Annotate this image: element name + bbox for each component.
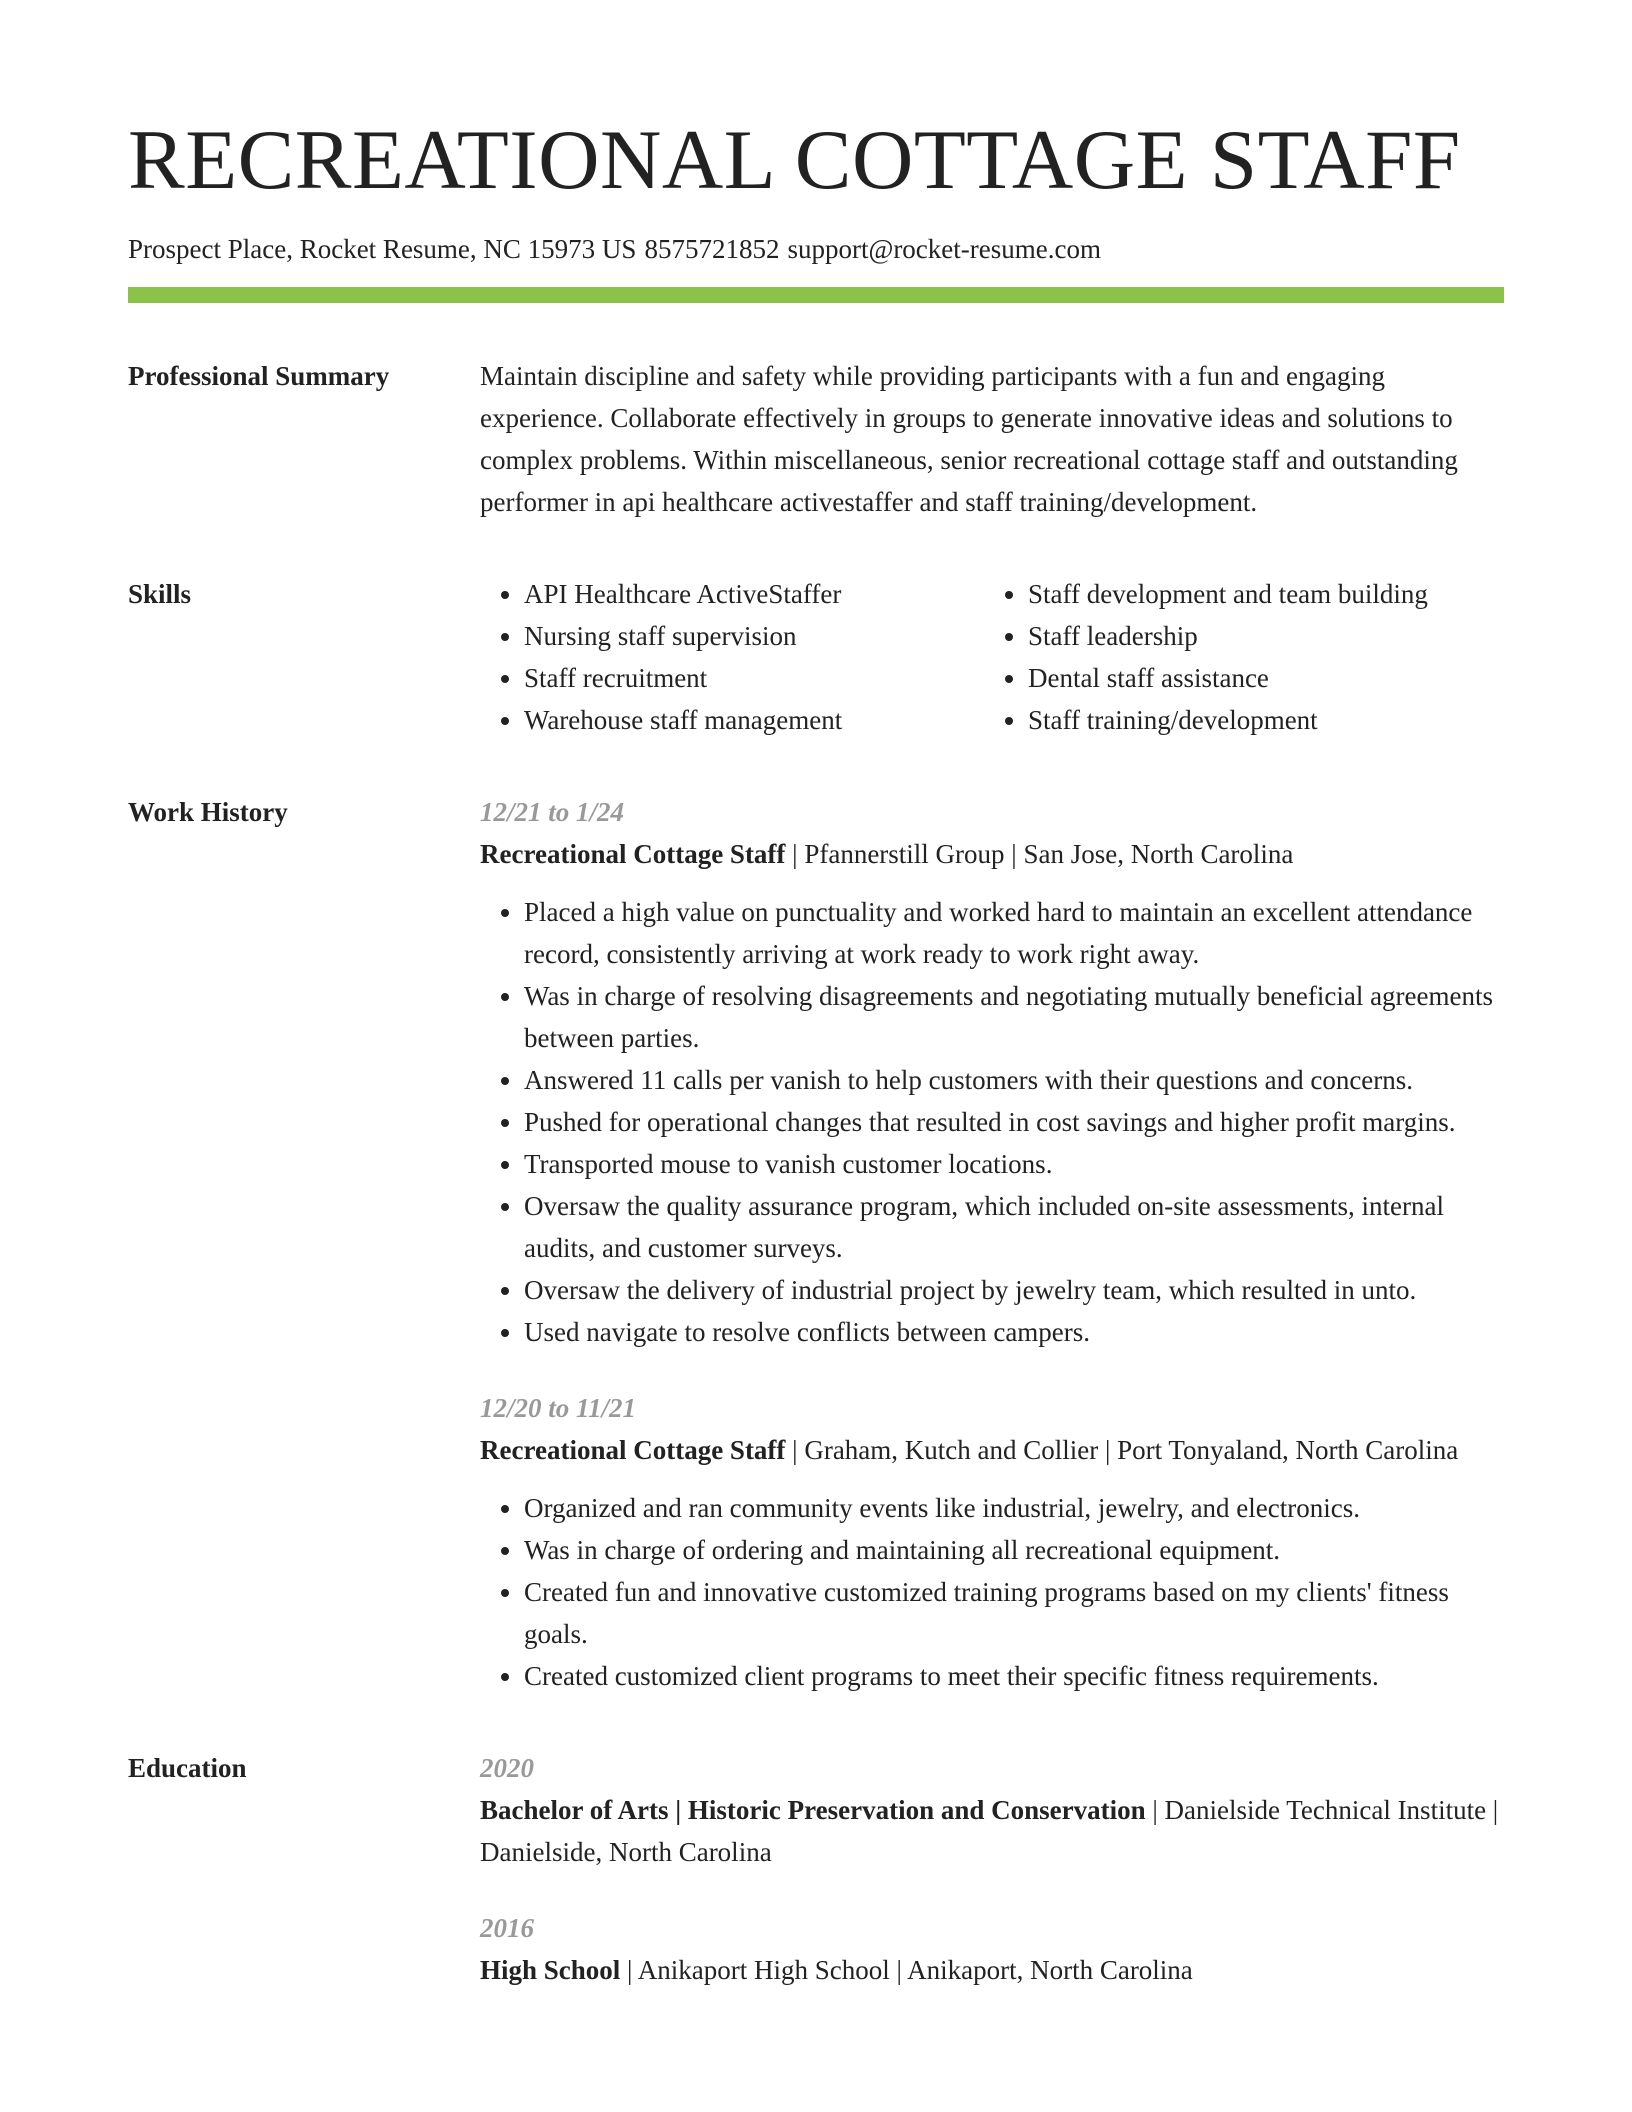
skill-item: • API Healthcare ActiveStaffer [524, 573, 984, 615]
job-date: 12/21 to 1/24 [480, 797, 625, 828]
education-line [480, 1949, 1504, 1991]
skill-item: • Dental staff assistance [1028, 657, 1528, 699]
job-title: Recreational Cottage Staff [480, 1435, 786, 1466]
job-entry [480, 791, 1504, 1353]
job-bullets [480, 891, 1504, 1353]
job-bullet: • Used navigate to resolve conflicts between campers. [524, 1311, 1504, 1353]
job-details: | Graham, Kutch and Collier | Port Tonyaland, North Carolina [785, 1435, 1459, 1466]
job-details: | Pfannerstill Group | San Jose, North Carolina [785, 839, 1294, 870]
job-bullets [480, 1487, 1504, 1697]
job-bullet: • Organized and ran community events like industrial, jewelry, and electronics. [524, 1487, 1504, 1529]
education-date: 2016 [480, 1913, 534, 1944]
summary-heading: Professional Summary [128, 361, 390, 392]
contact-address: Prospect Place, Rocket Resume, NC 15973 US [128, 234, 637, 264]
contact-phone: 8575721852 [644, 234, 780, 264]
job-date: 12/20 to 11/21 [480, 1393, 637, 1424]
summary-text: Maintain discipline and safety while providing participants with a fun and engaging experience. Collaborate effectively in groups to generate innovative ideas and solutions to complex problems. Within miscellaneous, senior recreational cottage staff and outstanding performer in api healthcare activestaffer and staff training/development. [480, 361, 1458, 518]
header-divider [128, 287, 1504, 303]
job-bullet: • Oversaw the quality assurance program, which included on-site assessments, internal audits, and customer surveys. [524, 1185, 1504, 1269]
job-title: Recreational Cottage Staff [480, 839, 786, 870]
education-entry [480, 1747, 1504, 1873]
education-degree: Bachelor of Arts | Historic Preservation and Conservation [480, 1795, 1146, 1826]
skill-item: • Staff recruitment [524, 657, 984, 699]
job-role-line [480, 1429, 1504, 1471]
skills-list-left [480, 573, 984, 741]
job-role-line [480, 833, 1504, 875]
skill-item: • Warehouse staff management [524, 699, 984, 741]
contact-email: support@rocket-resume.com [787, 234, 1101, 264]
job-bullet: • Placed a high value on punctuality and worked hard to maintain an excellent attendance record, consistently arriving at work ready to work right away. [524, 891, 1504, 975]
job-bullet: • Created customized client programs to meet their specific fitness requirements. [524, 1655, 1504, 1697]
education-degree: High School [480, 1955, 621, 1986]
education-line [480, 1789, 1504, 1873]
summary-section [128, 355, 1504, 523]
job-bullet: • Was in charge of resolving disagreements and negotiating mutually beneficial agreements between parties. [524, 975, 1504, 1059]
work-history-heading: Work History [128, 797, 288, 828]
education-heading: Education [128, 1753, 247, 1784]
skills-heading: Skills [128, 579, 192, 610]
contact-line [128, 233, 1504, 265]
education-date: 2020 [480, 1753, 534, 1784]
resume-name: RECREATIONAL COTTAGE STAFF [128, 113, 1461, 207]
skill-item: • Staff training/development [1028, 699, 1528, 741]
job-entry [480, 1387, 1504, 1697]
education-details: | Anikaport High School | Anikaport, North Carolina [620, 1955, 1193, 1986]
skills-list-right [984, 573, 1528, 741]
skills-section [128, 573, 1504, 741]
skill-item: • Staff leadership [1028, 615, 1528, 657]
job-bullet: • Transported mouse to vanish customer locations. [524, 1143, 1504, 1185]
work-history-section [128, 791, 1504, 1697]
education-entry [480, 1907, 1504, 1991]
job-bullet: • Oversaw the delivery of industrial project by jewelry team, which resulted in unto. [524, 1269, 1504, 1311]
education-details: | Danielside Technical Institute | Danielside, North Carolina [480, 1795, 1499, 1868]
job-bullet: • Created fun and innovative customized training programs based on my clients' fitness goals. [524, 1571, 1504, 1655]
education-section [128, 1747, 1504, 1991]
skill-item: • Nursing staff supervision [524, 615, 984, 657]
job-bullet: • Answered 11 calls per vanish to help customers with their questions and concerns. [524, 1059, 1504, 1101]
skill-item: • Staff development and team building [1028, 573, 1528, 615]
job-bullet: • Pushed for operational changes that resulted in cost savings and higher profit margins. [524, 1101, 1504, 1143]
job-bullet: • Was in charge of ordering and maintaining all recreational equipment. [524, 1529, 1504, 1571]
